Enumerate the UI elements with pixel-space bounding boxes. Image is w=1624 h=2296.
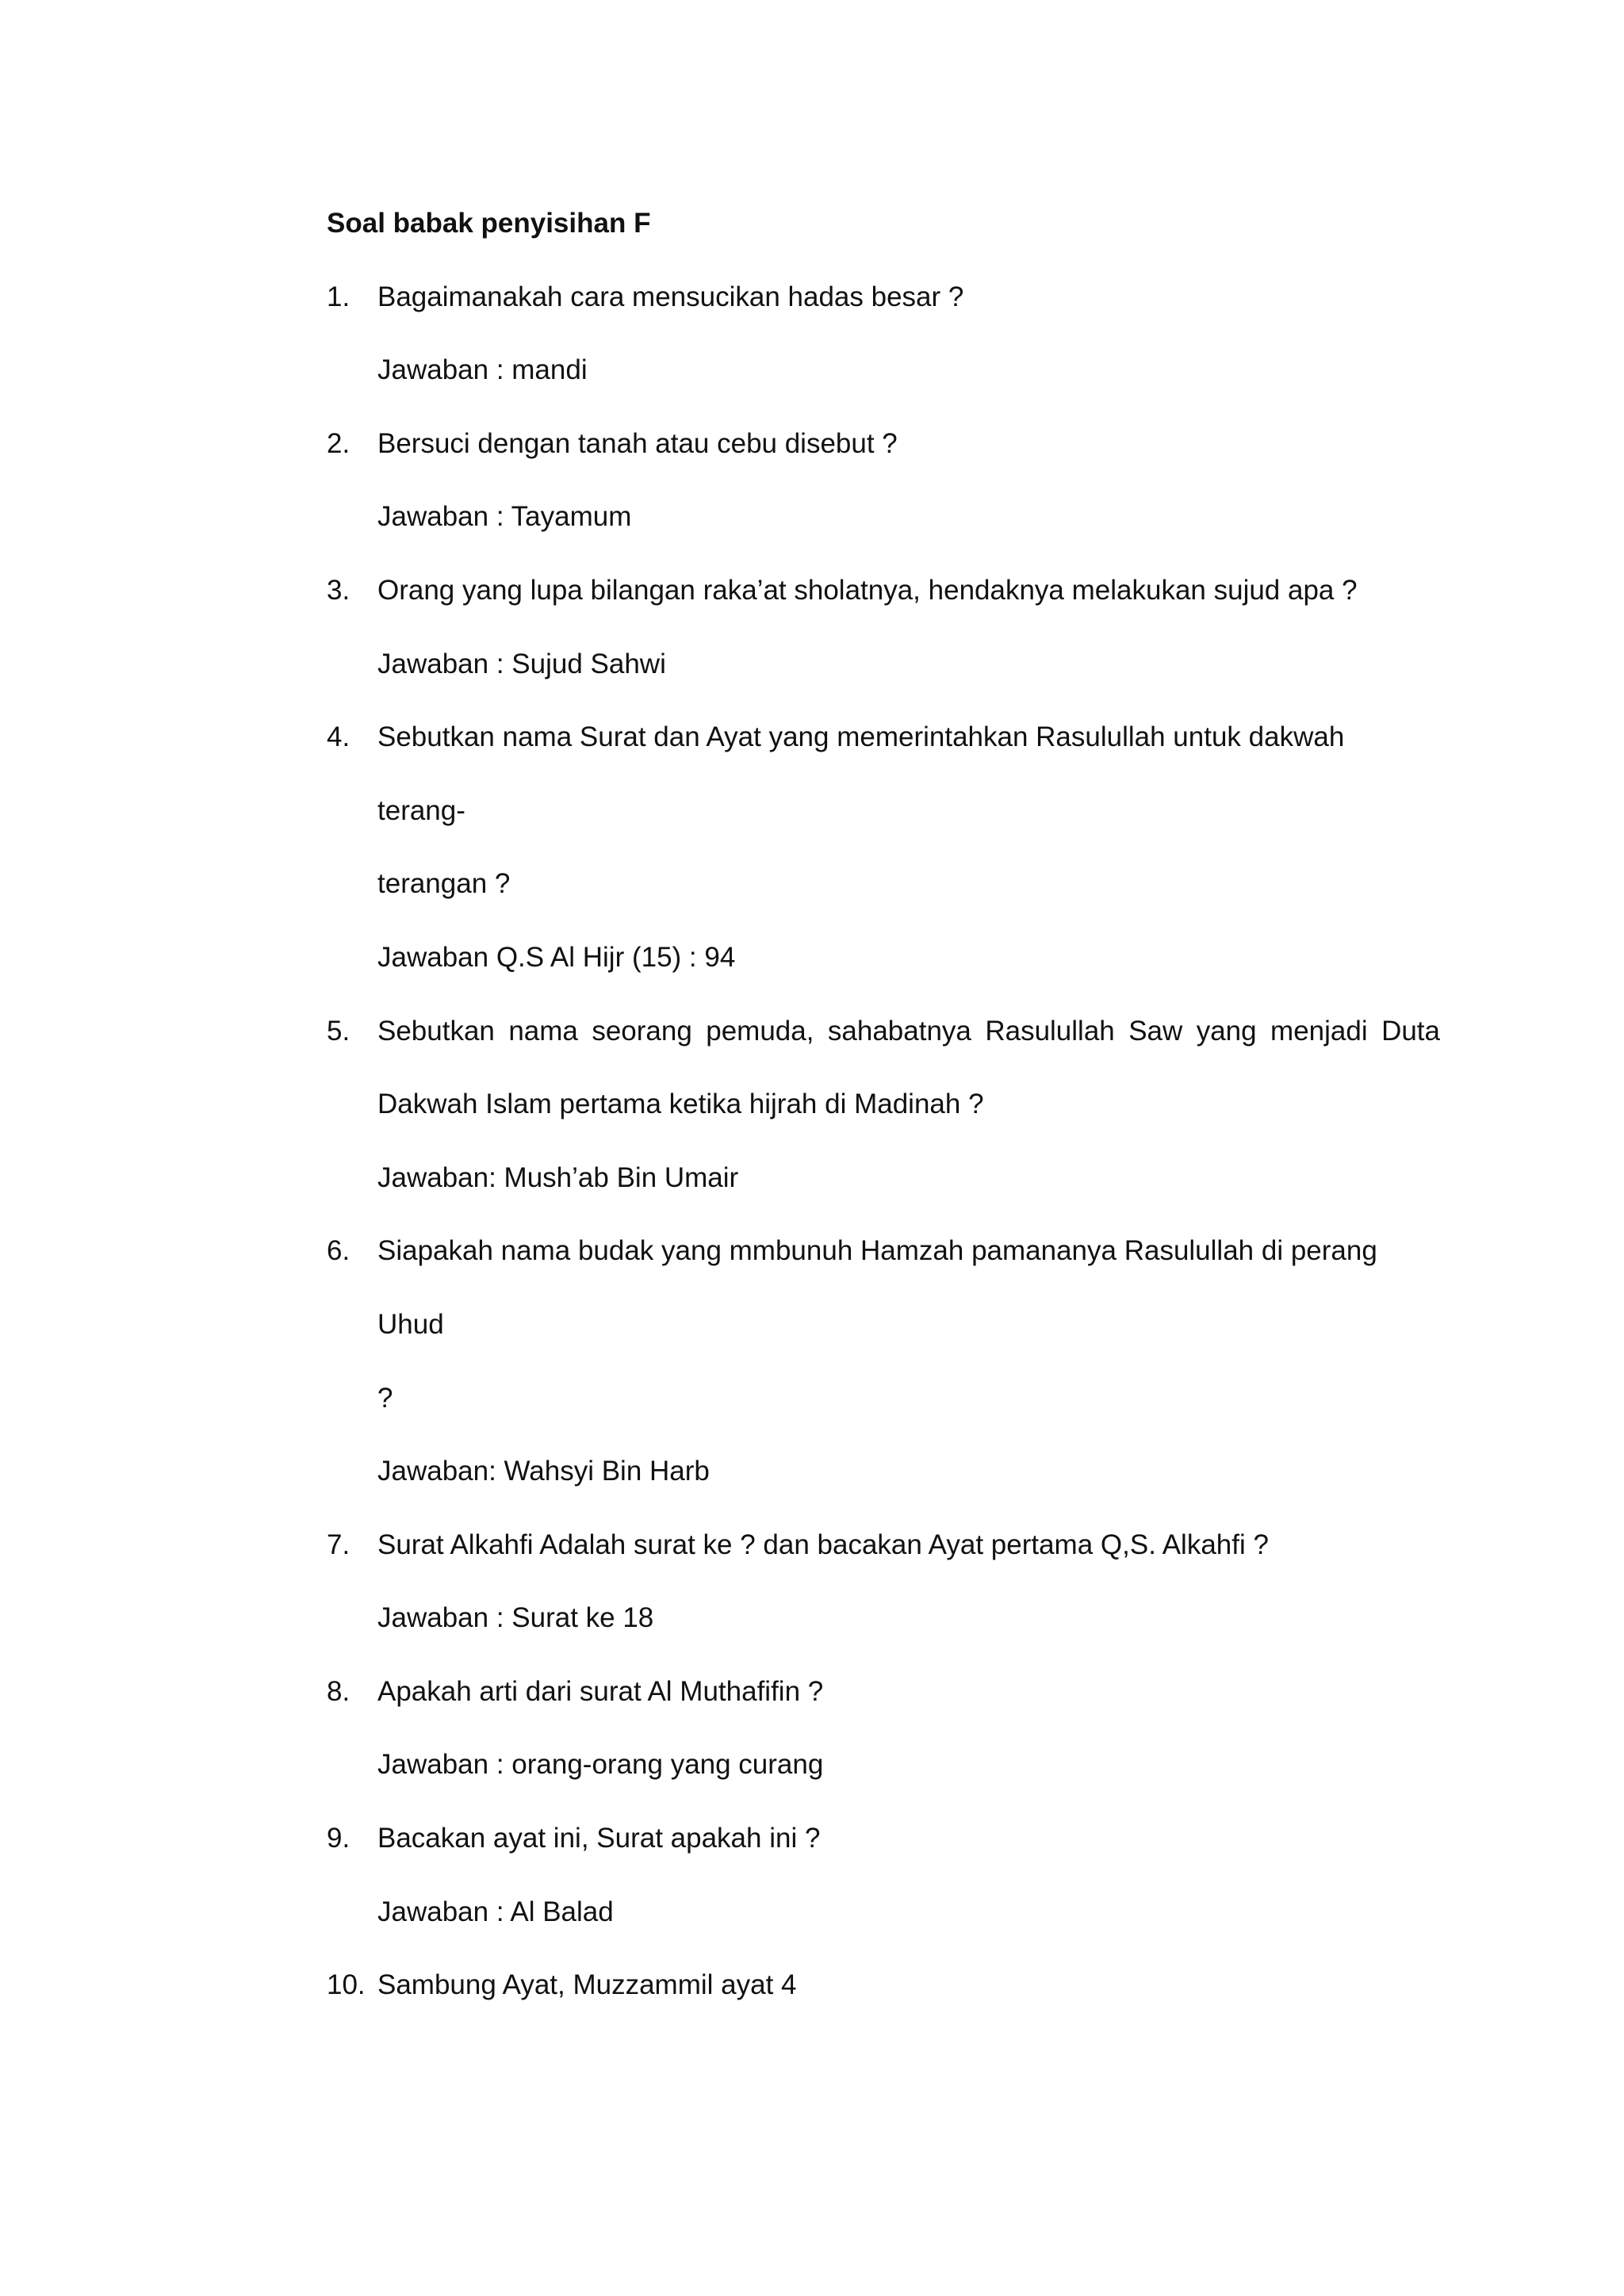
question-item <box>327 1215 1437 1435</box>
question-number: 9. <box>327 1823 350 1854</box>
question-text: Orang yang lupa bilangan raka’at sholatnya, hendaknya melakukan sujud apa ? <box>377 574 1358 606</box>
question-item <box>327 1509 1437 1582</box>
question-text: Surat Alkahfi Adalah surat ke ? dan bacakan Ayat pertama Q,S. Alkahfi ? <box>377 1529 1269 1560</box>
question-item <box>327 554 1437 628</box>
question-item <box>327 1949 1437 2022</box>
question-item <box>327 701 1437 921</box>
question-number: 6. <box>327 1235 350 1267</box>
document-content <box>327 187 1440 2022</box>
question-text: Bersuci dengan tanah atau cebu disebut ? <box>377 427 898 459</box>
answer-text: Jawaban : Surat ke 18 <box>377 1602 654 1634</box>
question-item <box>327 1802 1437 1876</box>
question-text-continued: ? <box>377 1382 393 1414</box>
answer-text: Jawaban : Al Balad <box>377 1896 614 1927</box>
answer-text: Jawaban : Tayamum <box>377 501 632 533</box>
answer-text: Jawaban : orang-orang yang curang <box>377 1749 824 1781</box>
question-text: Sebutkan nama Surat dan Ayat yang memerintahkan Rasulullah untuk dakwah terang- <box>377 721 1345 826</box>
question-number: 10. <box>327 1969 366 2001</box>
question-number: 7. <box>327 1529 350 1560</box>
question-text: Bagaimanakah cara mensucikan hadas besar ? <box>377 281 964 312</box>
question-number: 3. <box>327 574 350 606</box>
question-item <box>327 408 1437 481</box>
question-number: 4. <box>327 721 350 753</box>
question-text: Bacakan ayat ini, Surat apakah ini ? <box>377 1823 821 1854</box>
question-item <box>327 995 1440 1142</box>
question-number: 1. <box>327 281 350 312</box>
question-number: 8. <box>327 1675 350 1707</box>
question-number: 5. <box>327 1015 350 1047</box>
page-title: Soal babak penyisihan F <box>327 208 651 239</box>
answer-text: Jawaban : mandi <box>377 354 588 386</box>
question-number: 2. <box>327 427 350 459</box>
question-text: Apakah arti dari surat Al Muthafifin ? <box>377 1675 824 1707</box>
answer-text: Jawaban : Sujud Sahwi <box>377 648 666 679</box>
question-item <box>327 261 1437 335</box>
answer-text: Jawaban Q.S Al Hijr (15) : 94 <box>377 941 736 973</box>
question-text: Sambung Ayat, Muzzammil ayat 4 <box>377 1969 797 2001</box>
question-text-continued: terangan ? <box>377 868 511 900</box>
question-item <box>327 1655 1437 1729</box>
question-text-continued: Dakwah Islam pertama ketika hijrah di Madinah ? <box>377 1089 984 1120</box>
answer-text: Jawaban: Mush’ab Bin Umair <box>377 1161 739 1193</box>
answer-text: Jawaban: Wahsyi Bin Harb <box>377 1456 710 1487</box>
question-text: Sebutkan nama seorang pemuda, sahabatnya Rasulullah Saw yang menjadi Duta <box>377 1015 1440 1047</box>
question-text: Siapakah nama budak yang mmbunuh Hamzah pamananya Rasulullah di perang Uhud <box>377 1235 1377 1340</box>
